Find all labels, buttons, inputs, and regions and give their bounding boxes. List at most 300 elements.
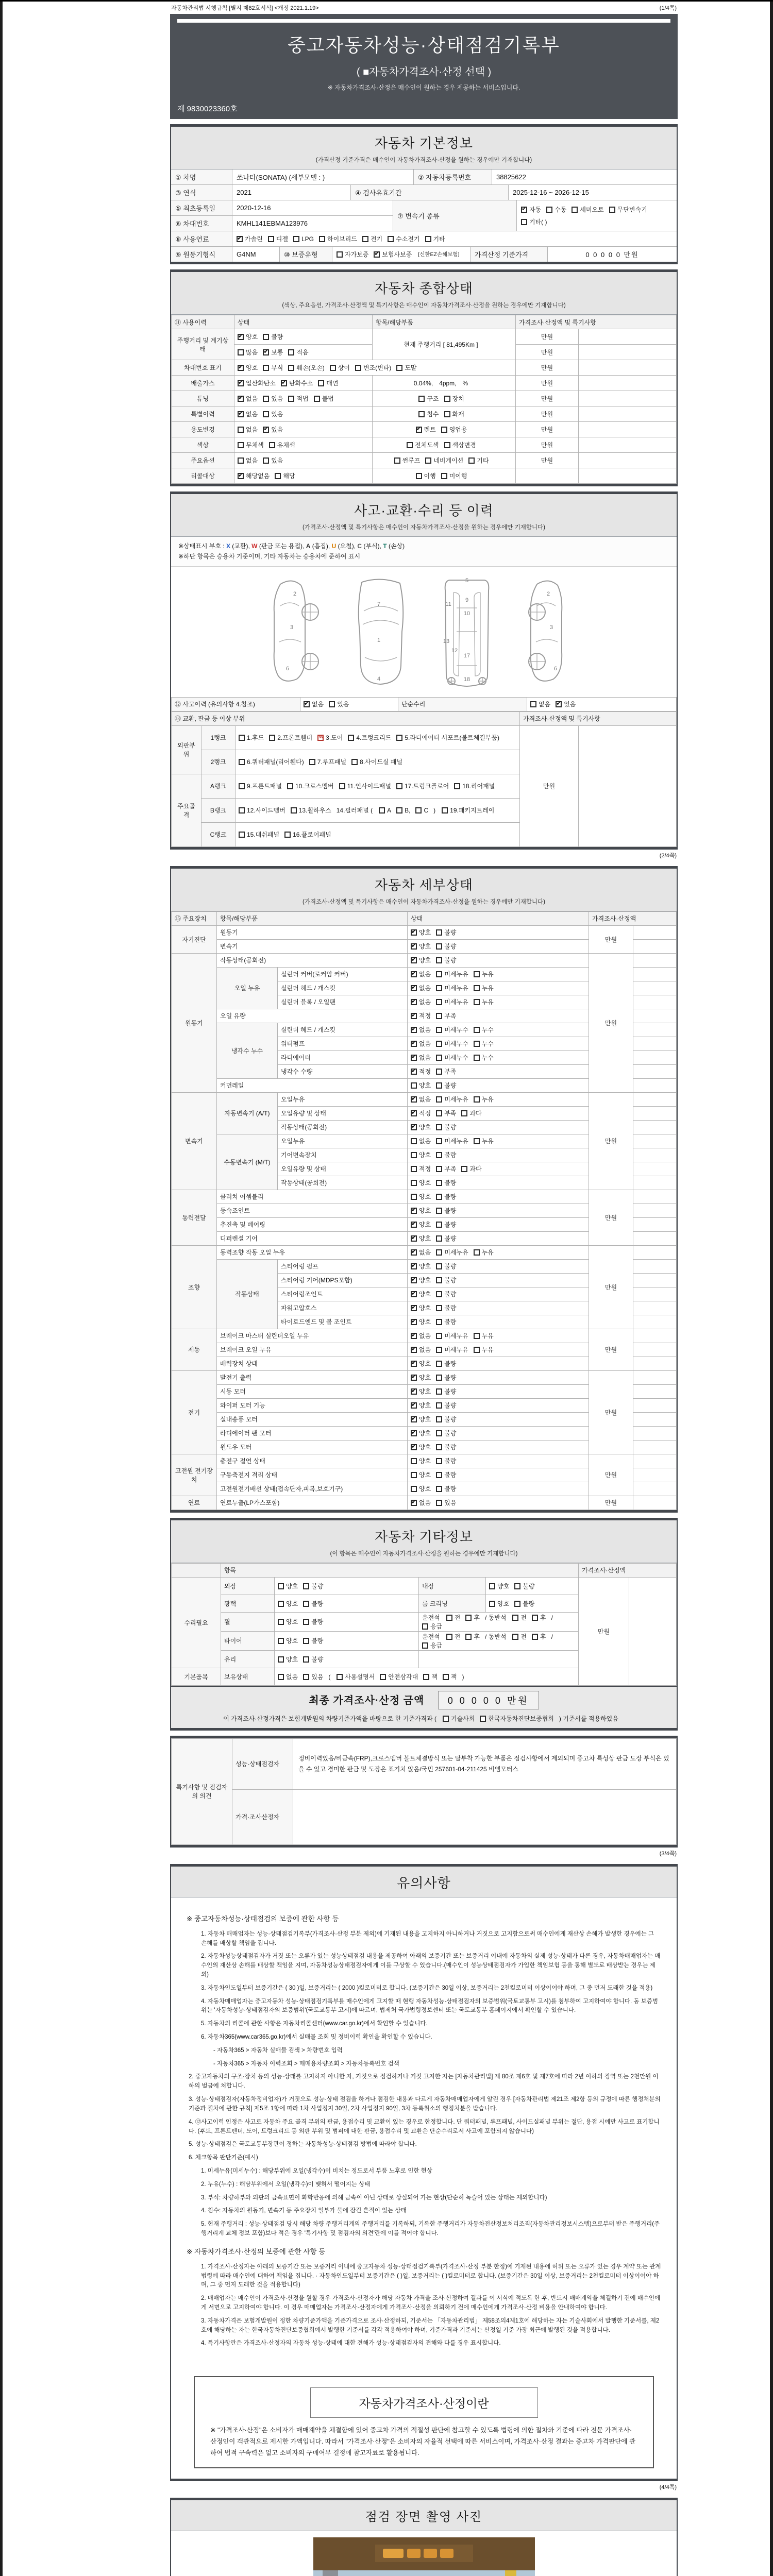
checkbox-icon[interactable] [489, 1583, 495, 1589]
checkbox-icon[interactable] [436, 1361, 442, 1367]
checked-checkbox-icon[interactable] [374, 251, 380, 258]
other-item-label: 내장 [419, 1577, 486, 1595]
notice-line: 4. ⑫사고이력 인정은 사고로 자동차 주요 골격 부위의 판금, 용접수리 및 교환이 있는 경우로 한정합니다. 단 쿼터패널, 루프패널, 사이드실패널 부위는 절단, 용접 시에만 사고로 표기합니다. (후드, 프론트펜더, 도어, 트렁크리드 등 외판 부위 및 범퍼에 대한 판금, 용접수리 및 교환은 단순수리로서 사고에 포함되지 않습니다) [189, 2119, 660, 2134]
checkbox-icon[interactable] [521, 219, 527, 225]
checkbox-icon[interactable] [330, 365, 336, 371]
other-option-label: 있음 [311, 1673, 324, 1681]
checkbox-icon[interactable] [436, 929, 442, 936]
checkbox-icon[interactable] [396, 807, 402, 814]
final-price-option-label: 한국자동차진단보증협회 [488, 1715, 554, 1722]
panel-option [269, 733, 312, 742]
checkbox-icon[interactable] [263, 334, 269, 340]
checkbox-icon[interactable] [512, 1634, 518, 1640]
checked-checkbox-icon[interactable] [411, 1388, 417, 1395]
checkbox-icon[interactable] [278, 1674, 284, 1680]
detail-option-label: 불량 [444, 1360, 457, 1368]
other-options-cell [486, 1595, 579, 1612]
other-text: 운전석 [422, 1614, 440, 1621]
checked-checkbox-icon[interactable] [411, 1402, 417, 1409]
simple-repair-option [556, 700, 576, 708]
checkbox-icon[interactable] [436, 1138, 442, 1144]
simple-repair-option-label: 없음 [539, 701, 551, 708]
item-part-label: 연료누출(LP가스포함) [217, 1496, 408, 1510]
checkbox-icon[interactable] [275, 473, 281, 479]
checked-checkbox-icon[interactable] [416, 427, 422, 433]
checked-checkbox-icon[interactable] [411, 1291, 417, 1297]
detail-option [436, 1429, 456, 1437]
checkbox-icon[interactable] [396, 783, 402, 789]
checkbox-icon[interactable] [436, 971, 442, 977]
checkbox-icon[interactable] [454, 783, 460, 789]
checkbox-icon[interactable] [278, 1638, 284, 1644]
checkbox-icon[interactable] [278, 1619, 284, 1625]
checkbox-icon[interactable] [418, 396, 425, 402]
checkbox-icon[interactable] [436, 957, 442, 963]
checkbox-icon[interactable] [436, 1305, 442, 1311]
detail-option-label: 불량 [444, 957, 457, 964]
checked-checkbox-icon[interactable] [411, 1069, 417, 1075]
accident-title: 사고·교환·수리 등 이력 [354, 503, 494, 518]
checkbox-icon[interactable] [530, 701, 536, 707]
checkbox-icon[interactable] [474, 985, 480, 991]
checkbox-icon[interactable] [351, 759, 358, 765]
checkbox-icon[interactable] [418, 411, 425, 417]
checkbox-icon[interactable] [436, 1208, 442, 1214]
status-option [238, 363, 258, 372]
checkbox-icon[interactable] [436, 1347, 442, 1353]
checkbox-icon[interactable] [436, 1013, 442, 1019]
checkbox-icon[interactable] [423, 1674, 429, 1680]
status-options-cell [408, 981, 589, 995]
detail-option-label: 불량 [444, 1235, 457, 1243]
checkbox-icon[interactable] [263, 365, 269, 371]
checked-checkbox-icon[interactable] [411, 1055, 417, 1061]
checkbox-icon[interactable] [422, 1623, 428, 1630]
checked-checkbox-icon[interactable] [411, 1305, 417, 1311]
checkbox-icon[interactable] [411, 1082, 417, 1089]
rank-label: A랭크 [201, 774, 236, 798]
checkbox-icon[interactable] [446, 1615, 452, 1621]
checked-checkbox-icon[interactable] [304, 701, 310, 707]
checkbox-icon[interactable] [411, 1138, 417, 1144]
checkbox-icon[interactable] [238, 349, 244, 355]
checkbox-icon[interactable] [436, 1416, 442, 1422]
checkbox-icon[interactable] [436, 1249, 442, 1256]
checkbox-icon[interactable] [436, 1235, 442, 1242]
checkbox-icon[interactable] [436, 1486, 442, 1492]
checkbox-icon[interactable] [532, 1634, 538, 1640]
checkbox-icon[interactable] [436, 1430, 442, 1436]
checked-checkbox-icon[interactable] [411, 1110, 417, 1116]
checkbox-icon[interactable] [436, 1166, 442, 1172]
checkbox-icon[interactable] [411, 1486, 417, 1492]
checkbox-icon[interactable] [407, 442, 413, 448]
remarks-cell [633, 1064, 677, 1078]
checkbox-icon[interactable] [436, 1055, 442, 1061]
checked-checkbox-icon[interactable] [411, 1277, 417, 1283]
item-option-label: 미이행 [449, 472, 467, 480]
fuel-option [362, 234, 382, 243]
checkbox-icon[interactable] [239, 783, 245, 789]
checkbox-icon[interactable] [355, 365, 361, 371]
checkbox-icon[interactable] [512, 1615, 518, 1621]
checked-checkbox-icon[interactable] [556, 701, 562, 707]
notice-line: 3. 성능·상태점검자(자동차정비업자)가 거짓으로 성능·상태 점검을 하거나 점검한 내용과 다르게 자동차매매업자에게 알린 경우 [자동차관리법 제21조 제2항 등의 규정에 따른 행정처분의 기준과 절차에 관한 규칙] 제5조 1항에 따라 1차 사업정지 30일, 2차 사업정지 90일, 3차 등록취소의 행정처분을 받습니다. [189, 2096, 661, 2112]
warranty-insurer-note: [신한EZ손해보험] [418, 251, 460, 258]
checkbox-icon[interactable] [379, 807, 385, 814]
checkbox-icon[interactable] [278, 1583, 284, 1589]
checkbox-icon[interactable] [474, 1027, 480, 1033]
checked-checkbox-icon[interactable] [263, 427, 269, 433]
checkbox-icon[interactable] [287, 783, 293, 789]
checkbox-icon[interactable] [436, 943, 442, 950]
detail-option-label: 불량 [444, 943, 457, 951]
checked-checkbox-icon[interactable] [238, 365, 244, 371]
checkbox-icon[interactable] [288, 349, 294, 355]
checkbox-icon[interactable] [411, 1166, 417, 1172]
checkbox-icon[interactable] [293, 236, 299, 242]
checkbox-icon[interactable] [442, 807, 448, 814]
checkbox-icon[interactable] [436, 1333, 442, 1339]
checkbox-icon[interactable] [436, 1388, 442, 1395]
detail-option-label: 미세누수 [444, 1054, 468, 1062]
status-options-cell [408, 953, 589, 967]
checkbox-icon[interactable] [284, 832, 291, 838]
checkbox-icon[interactable] [303, 1656, 309, 1663]
checked-checkbox-icon[interactable] [411, 1347, 417, 1353]
notice-line: 2. 자동차성능상태점검자가 거짓 또는 오류가 있는 성능상태점검 내용을 제공하여 아래의 보증기간 또는 보증거리 이내에 자동차의 실제 성능·상태가 다른 경우, 자동차매매업자는 매수인의 재산상 손해를 배상할 책임을 지며, 자동차성능상태점검자에게 이를 구상할 수 있습니다.(매수인이 성능상태점검자가 가입한 책임보험 등을 통해 별도로 배상받는 경우는 제외) [201, 1953, 661, 1978]
checked-checkbox-icon[interactable] [238, 473, 244, 479]
checked-checkbox-icon[interactable] [411, 1041, 417, 1047]
remarks-cell [633, 1482, 677, 1496]
other-text: / [551, 1614, 553, 1621]
checkbox-icon[interactable] [348, 735, 354, 741]
checkbox-icon[interactable] [474, 1138, 480, 1144]
checkbox-icon[interactable] [238, 457, 244, 464]
checkbox-icon[interactable] [436, 1124, 442, 1130]
detail-option [436, 1095, 468, 1104]
checkbox-icon[interactable] [441, 427, 447, 433]
checkbox-icon[interactable] [415, 807, 422, 814]
checked-checkbox-icon[interactable] [411, 1500, 417, 1506]
checkbox-icon[interactable] [436, 1375, 442, 1381]
status-options-cell [408, 939, 589, 953]
checkbox-icon[interactable] [436, 1500, 442, 1506]
checkbox-icon[interactable] [309, 759, 315, 765]
checkbox-icon[interactable] [303, 1638, 309, 1644]
checkbox-icon[interactable] [239, 735, 245, 741]
checkbox-icon[interactable] [474, 1096, 480, 1103]
detail-option [461, 1164, 481, 1173]
checked-checkbox-icon[interactable] [411, 1361, 417, 1367]
checked-checkbox-icon[interactable] [411, 985, 417, 991]
field-label: ⑤ 최초등록일 [171, 200, 232, 215]
checkbox-icon[interactable] [443, 1716, 449, 1722]
checkbox-icon[interactable] [314, 396, 320, 402]
checkbox-icon[interactable] [425, 457, 431, 464]
checked-checkbox-icon[interactable] [238, 411, 244, 417]
fuel-option-label: LPG [301, 235, 314, 243]
car-side-left-diagram [265, 575, 327, 691]
checkbox-icon[interactable] [436, 1291, 442, 1297]
remarks-cell [633, 995, 677, 1009]
checkbox-icon[interactable] [436, 1027, 442, 1033]
checkbox-icon[interactable] [474, 1333, 480, 1339]
checkbox-icon[interactable] [436, 1472, 442, 1478]
other-group-label: 수리필요 [172, 1577, 221, 1668]
checkbox-icon[interactable] [396, 365, 402, 371]
checked-checkbox-icon[interactable] [411, 1222, 417, 1228]
checkbox-icon[interactable] [288, 396, 294, 402]
status-option-label: 부식 [271, 364, 283, 371]
checkbox-icon[interactable] [318, 380, 324, 386]
checked-checkbox-icon[interactable] [411, 1124, 417, 1130]
checkbox-icon[interactable] [436, 1041, 442, 1047]
checked-checkbox-icon[interactable] [411, 1263, 417, 1269]
status-options-cell [408, 1440, 589, 1454]
sub-group-label: 작동상태 [217, 1259, 278, 1329]
checked-checkbox-icon[interactable] [411, 943, 417, 950]
legend-mark-C: C [357, 543, 362, 550]
checkbox-icon[interactable] [436, 1194, 442, 1200]
remarks-cell [633, 1092, 677, 1106]
checked-checkbox-icon[interactable] [411, 999, 417, 1005]
checkbox-icon[interactable] [411, 1152, 417, 1158]
checked-checkbox-icon[interactable] [411, 1096, 417, 1103]
checkbox-icon[interactable] [474, 971, 480, 977]
checked-checkbox-icon[interactable] [238, 380, 244, 386]
checked-checkbox-icon[interactable] [411, 1375, 417, 1381]
checkbox-icon[interactable] [268, 236, 274, 242]
checkbox-icon[interactable] [396, 735, 402, 741]
checkbox-icon[interactable] [337, 1674, 343, 1680]
checkbox-icon[interactable] [411, 1458, 417, 1464]
checkbox-icon[interactable] [288, 365, 294, 371]
title-band-stripe [177, 19, 670, 23]
checked-checkbox-icon[interactable] [411, 1013, 417, 1019]
status-options-cell [408, 1329, 589, 1343]
checkbox-icon[interactable] [411, 1472, 417, 1478]
checkbox-icon[interactable] [436, 1458, 442, 1464]
checkbox-icon[interactable] [411, 1180, 417, 1186]
checkbox-icon[interactable] [239, 759, 245, 765]
status-option-label: 탄화수소 [289, 380, 313, 387]
checkbox-icon[interactable] [474, 1249, 480, 1256]
remarks-cell [633, 1343, 677, 1357]
checkbox-icon[interactable] [444, 411, 450, 417]
checkbox-icon[interactable] [263, 411, 269, 417]
checkbox-icon[interactable] [465, 1634, 472, 1640]
major-device-label: 전기 [172, 1370, 217, 1454]
checkbox-icon[interactable] [441, 473, 447, 479]
item-option [407, 440, 439, 449]
reg-vin-stack [171, 200, 393, 231]
checkbox-icon[interactable] [532, 1615, 538, 1621]
checkbox-icon[interactable] [436, 1277, 442, 1283]
fuel-options [232, 231, 677, 246]
checkbox-icon[interactable] [278, 1656, 284, 1663]
checkbox-icon[interactable] [436, 1110, 442, 1116]
checkbox-icon[interactable] [416, 473, 422, 479]
checked-checkbox-icon[interactable] [411, 971, 417, 977]
panel-option [396, 733, 499, 742]
checkbox-icon[interactable] [436, 1444, 442, 1450]
item-part-label: 타이로드엔드 및 볼 조인트 [278, 1315, 408, 1329]
checkbox-icon[interactable] [514, 1583, 520, 1589]
checkbox-icon[interactable] [480, 1716, 486, 1722]
checkbox-icon[interactable] [465, 1615, 472, 1621]
checkbox-icon[interactable] [436, 1069, 442, 1075]
checkbox-icon[interactable] [474, 1041, 480, 1047]
price-cell: 만원 [589, 925, 633, 953]
panel-number-label: 3 [549, 624, 553, 631]
checkbox-icon[interactable] [436, 999, 442, 1005]
checkbox-icon[interactable] [388, 236, 394, 242]
status-option-label: 적음 [296, 349, 309, 356]
panel-option-label: 1.후드 [247, 734, 264, 742]
checked-checkbox-icon[interactable] [281, 380, 287, 386]
status-option [238, 394, 258, 403]
checked-checkbox-icon[interactable] [411, 1235, 417, 1242]
checkbox-icon[interactable] [303, 1674, 309, 1680]
checkbox-icon[interactable] [263, 396, 269, 402]
checked-checkbox-icon[interactable] [411, 1444, 417, 1450]
checkbox-icon[interactable] [337, 251, 343, 258]
checkbox-icon[interactable] [238, 442, 244, 448]
checkbox-icon[interactable] [329, 701, 335, 707]
status-option [288, 363, 324, 372]
other-text: 운전석 [422, 1633, 440, 1640]
checked-checkbox-icon[interactable] [411, 1249, 417, 1256]
checkbox-icon[interactable] [436, 1222, 442, 1228]
checkbox-icon[interactable] [278, 1601, 284, 1607]
checkbox-icon[interactable] [474, 1347, 480, 1353]
checked-checkbox-icon[interactable] [521, 207, 527, 213]
checkbox-icon[interactable] [303, 1619, 309, 1625]
checkbox-icon[interactable] [239, 807, 245, 814]
checkbox-icon[interactable] [468, 457, 475, 464]
checkbox-icon[interactable] [461, 1110, 467, 1116]
checked-checkbox-icon[interactable] [411, 929, 417, 936]
valuation-definition-title: 자동차가격조사·산정이란 [310, 2387, 538, 2418]
checkbox-icon[interactable] [436, 1152, 442, 1158]
notice-line: 6. 자동차365(www.car365.go.kr)에서 실매물 조회 및 정비이력 확인을 확인할 수 있습니다. [201, 2034, 432, 2041]
other-extra-cell [419, 1631, 579, 1650]
checkbox-icon[interactable] [291, 807, 297, 814]
checkbox-icon[interactable] [380, 1674, 386, 1680]
price-cell: 만원 [520, 725, 579, 846]
item-part-label: 충전구 절연 상태 [217, 1454, 408, 1468]
w-mark-checkbox-icon[interactable] [317, 735, 324, 741]
checked-checkbox-icon[interactable] [411, 1416, 417, 1422]
notice-line: 3. 자동차가격은 보험개발원이 정한 차량기준가액을 기준가격으로 조사·산정하되, 기준서는 「자동차관리법」 제58조의4제1호에 해당하는 자는 기술사회에서 발행한 기준서를, 제2호에 해당하는 자는 한국자동차진단보증협회에서 발행한 기준서를 각각 적용하여야 하며, 기준가격과 기준서는 산정일 기준 가장 최근에 발행된 것을 적용합니다. [201, 2317, 660, 2333]
law-reference: 자동차관리법 시행규칙 [별지 제82호서식] <개정 2021.1.19> [171, 5, 319, 11]
checkbox-icon[interactable] [339, 783, 345, 789]
remarks-cell [633, 1050, 677, 1064]
checkbox-icon[interactable] [411, 1194, 417, 1200]
final-price-label: 최종 가격조사·산정 금액 [309, 1694, 425, 1706]
checkbox-icon[interactable] [461, 1166, 467, 1172]
checkbox-icon[interactable] [444, 442, 450, 448]
checked-checkbox-icon[interactable] [411, 957, 417, 963]
detail-option [474, 1331, 494, 1340]
checkbox-icon[interactable] [572, 207, 578, 213]
item-option [416, 471, 436, 480]
checkbox-icon[interactable] [444, 396, 450, 402]
checkbox-icon[interactable] [489, 1601, 495, 1607]
checkbox-icon[interactable] [546, 207, 552, 213]
detail-option-label: 양호 [419, 957, 431, 964]
checkbox-icon[interactable] [303, 1601, 309, 1607]
detail-option [436, 1206, 456, 1215]
checkbox-icon[interactable] [303, 1583, 309, 1589]
checkbox-icon[interactable] [443, 1674, 449, 1680]
checkbox-icon[interactable] [474, 999, 480, 1005]
checked-checkbox-icon[interactable] [238, 396, 244, 402]
checkbox-icon[interactable] [394, 457, 400, 464]
checkbox-icon[interactable] [238, 427, 244, 433]
item-part-label: 실내송풍 모터 [217, 1412, 408, 1426]
checkbox-icon[interactable] [436, 985, 442, 991]
checkbox-icon[interactable] [446, 1634, 452, 1640]
checkbox-icon[interactable] [425, 236, 431, 242]
checkbox-icon[interactable] [436, 1096, 442, 1103]
checkbox-icon[interactable] [436, 1082, 442, 1089]
checkbox-icon[interactable] [436, 1180, 442, 1186]
car-underbody-diagram [436, 575, 498, 691]
checkbox-icon[interactable] [609, 207, 615, 213]
remarks-cell [579, 376, 677, 391]
checked-checkbox-icon[interactable] [411, 1333, 417, 1339]
sub-group-label: 수동변속기 (M/T) [217, 1134, 278, 1190]
checkbox-icon[interactable] [514, 1601, 520, 1607]
checkbox-icon[interactable] [436, 1319, 442, 1325]
checkbox-icon[interactable] [263, 457, 269, 464]
other-text: / [551, 1633, 553, 1640]
price-cell: 만원 [516, 406, 579, 422]
detail-option [436, 997, 468, 1006]
checked-checkbox-icon[interactable] [411, 1319, 417, 1325]
other-text: / 동반석 [484, 1614, 507, 1621]
item-part-label: 워터펌프 [278, 1037, 408, 1050]
checkbox-icon[interactable] [474, 1055, 480, 1061]
detail-option-label: 미세누유 [444, 971, 468, 978]
item-part-label: 고전원전기배선 상태(접속단자,피복,보호기구) [217, 1482, 408, 1496]
checkbox-icon[interactable] [269, 735, 275, 741]
checkbox-icon[interactable] [319, 236, 325, 242]
checked-checkbox-icon[interactable] [411, 1208, 417, 1214]
checkbox-icon[interactable] [436, 1263, 442, 1269]
checkbox-icon[interactable] [422, 1642, 428, 1649]
checked-checkbox-icon[interactable] [411, 1027, 417, 1033]
checked-checkbox-icon[interactable] [237, 236, 243, 242]
item-option-label: 전체도색 [415, 442, 439, 449]
other-option [278, 1636, 298, 1645]
checkbox-icon[interactable] [362, 236, 368, 242]
status-option [288, 394, 308, 403]
checked-checkbox-icon[interactable] [238, 334, 244, 340]
checkbox-icon[interactable] [269, 442, 275, 448]
panel-number-label: 12 [451, 647, 458, 654]
detail-option-label: 미세누유 [444, 1346, 468, 1354]
checked-checkbox-icon[interactable] [263, 349, 269, 355]
item-option [444, 410, 464, 418]
status-options-cell [408, 1120, 589, 1134]
checked-checkbox-icon[interactable] [411, 1430, 417, 1436]
detail-option-label: 없음 [419, 998, 431, 1006]
checkbox-icon[interactable] [436, 1402, 442, 1409]
checkbox-icon[interactable] [239, 832, 245, 838]
